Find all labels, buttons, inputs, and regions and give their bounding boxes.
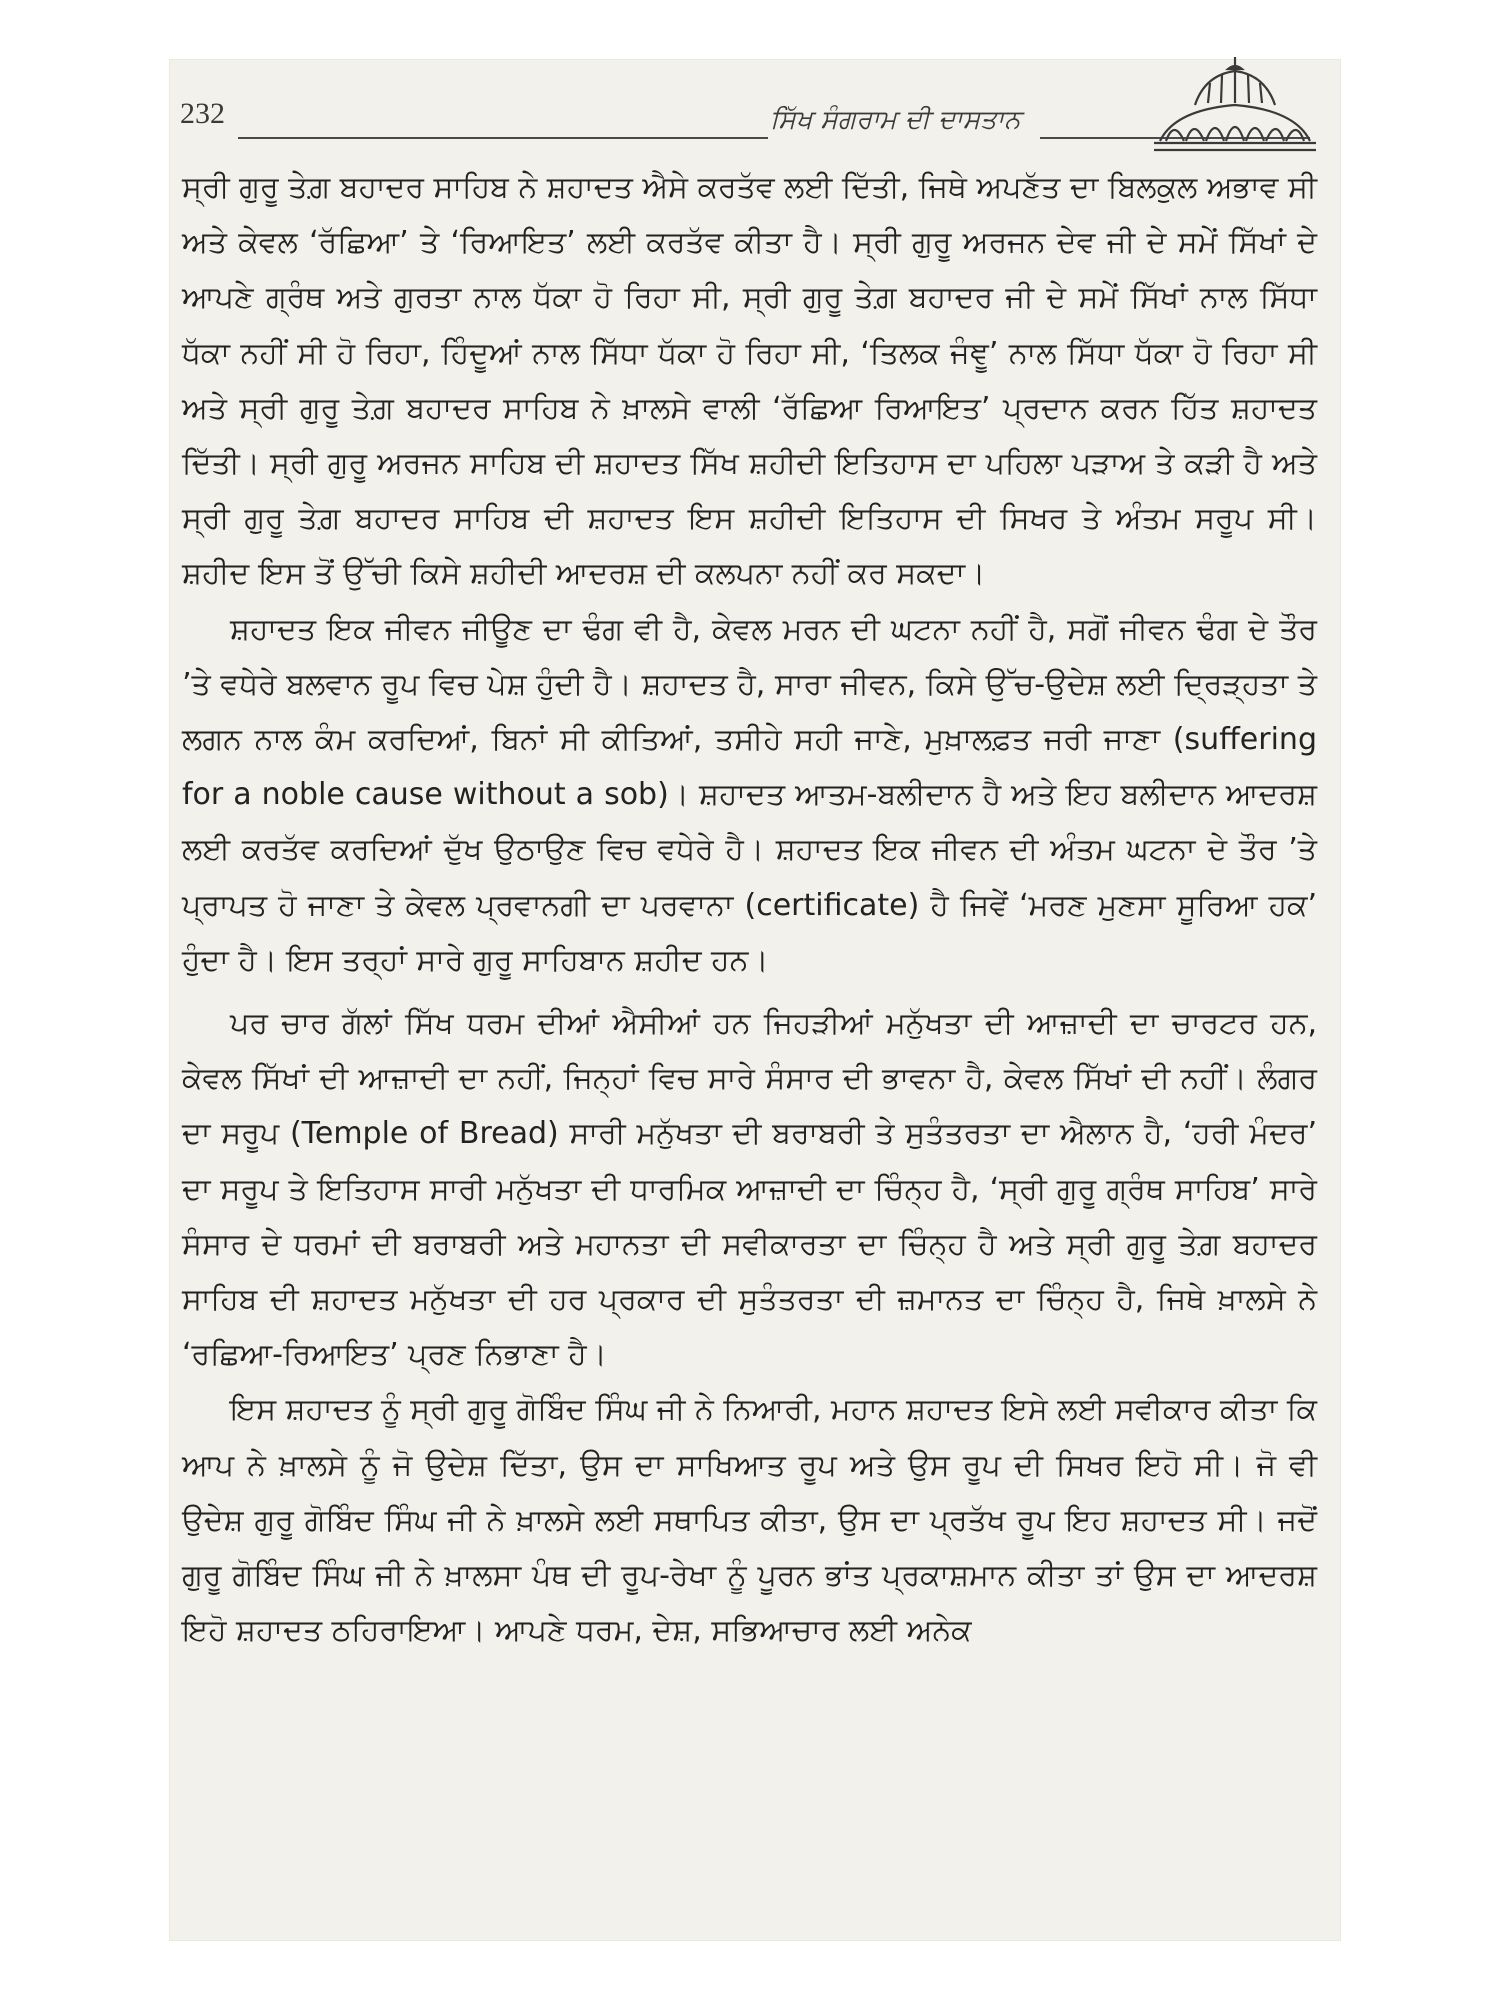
paragraph-3: ਪਰ ਚਾਰ ਗੱਲਾਂ ਸਿੱਖ ਧਰਮ ਦੀਆਂ ਐਸੀਆਂ ਹਨ ਜਿਹੜੀਆਂ ਮਨੁੱਖਤਾ ਦੀ ਆਜ਼ਾਦੀ ਦਾ ਚਾਰਟਰ ਹਨ, ਕੇਵਲ ਸਿੱਖਾਂ ਦੀ ਆਜ਼ਾਦੀ ਦਾ ਨਹੀਂ, ਜਿਨ੍ਹਾਂ ਵਿਚ ਸਾਰੇ ਸੰਸਾਰ ਦੀ ਭਾਵਨਾ ਹੈ, ਕੇਵਲ ਸਿੱਖਾਂ ਦੀ ਨਹੀਂ। ਲੰਗਰ ਦਾ ਸਰੂਪ (Temple of Bread) ਸਾਰੀ ਮਨੁੱਖਤਾ ਦੀ ਬਰਾਬਰੀ ਤੇ ਸੁਤੰਤਰਤਾ ਦਾ ਐਲਾਨ ਹੈ, ‘ਹਰੀ ਮੰਦਰ’ ਦਾ ਸਰੂਪ ਤੇ ਇਤਿਹਾਸ ਸਾਰੀ ਮਨੁੱਖਤਾ ਦੀ ਧਾਰਮਿਕ ਆਜ਼ਾਦੀ ਦਾ ਚਿੰਨ੍ਹ ਹੈ, ‘ਸ੍ਰੀ ਗੁਰੂ ਗ੍ਰੰਥ ਸਾਹਿਬ’ ਸਾਰੇ ਸੰਸਾਰ ਦੇ ਧਰਮਾਂ ਦੀ ਬਰਾਬਰੀ ਅਤੇ ਮਹਾਨਤਾ ਦੀ ਸਵੀਕਾਰਤਾ ਦਾ ਚਿੰਨ੍ਹ ਹੈ ਅਤੇ ਸ੍ਰੀ ਗੁਰੂ ਤੇਗ਼ ਬਹਾਦਰ ਸਾਹਿਬ ਦੀ ਸ਼ਹਾਦਤ ਮਨੁੱਖਤਾ ਦੀ ਹਰ ਪ੍ਰਕਾਰ ਦੀ ਸੁਤੰਤਰਤਾ ਦੀ ਜ਼ਮਾਨਤ ਦਾ ਚਿੰਨ੍ਹ ਹੈ, ਜਿਥੇ ਖ਼ਾਲਸੇ ਨੇ ‘ਰਛਿਆ-ਰਿਆਇਤ’ ਪ੍ਰਣ ਨਿਭਾਣਾ ਹੈ। [182,1006,1317,1373]
paragraph-4: ਇਸ ਸ਼ਹਾਦਤ ਨੂੰ ਸ੍ਰੀ ਗੁਰੂ ਗੋਬਿੰਦ ਸਿੰਘ ਜੀ ਨੇ ਨਿਆਰੀ, ਮਹਾਨ ਸ਼ਹਾਦਤ ਇਸੇ ਲਈ ਸਵੀਕਾਰ ਕੀਤਾ ਕਿ ਆਪ ਨੇ ਖ਼ਾਲਸੇ ਨੂੰ ਜੋ ਉਦੇਸ਼ ਦਿੱਤਾ, ਉਸ ਦਾ ਸਾਖਿਆਤ ਰੂਪ ਅਤੇ ਉਸ ਰੂਪ ਦੀ ਸਿਖਰ ਇਹੋ ਸੀ। ਜੋ ਵੀ ਉਦੇਸ਼ ਗੁਰੂ ਗੋਬਿੰਦ ਸਿੰਘ ਜੀ ਨੇ ਖ਼ਾਲਸੇ ਲਈ ਸਥਾਪਿਤ ਕੀਤਾ, ਉਸ ਦਾ ਪ੍ਰਤੱਖ ਰੂਪ ਇਹ ਸ਼ਹਾਦਤ ਸੀ। ਜਦੋਂ ਗੁਰੂ ਗੋਬਿੰਦ ਸਿੰਘ ਜੀ ਨੇ ਖ਼ਾਲਸਾ ਪੰਥ ਦੀ ਰੂਪ-ਰੇਖਾ ਨੂੰ ਪੂਰਨ ਭਾਂਤ ਪ੍ਰਕਾਸ਼ਮਾਨ ਕੀਤਾ ਤਾਂ ਉਸ ਦਾ ਆਦਰਸ਼ ਇਹੋ ਸ਼ਹਾਦਤ ਠਹਿਰਾਇਆ। ਆਪਣੇ ਧਰਮ, ਦੇਸ਼, ਸਭਿਆਚਾਰ ਲਈ ਅਨੇਕ [182,1392,1317,1649]
header-rule-left [238,137,768,139]
body-text [182,160,1317,1658]
page-header [180,95,1190,145]
paragraph-1: ਸ੍ਰੀ ਗੁਰੂ ਤੇਗ਼ ਬਹਾਦਰ ਸਾਹਿਬ ਨੇ ਸ਼ਹਾਦਤ ਐਸੇ ਕਰਤੱਵ ਲਈ ਦਿੱਤੀ, ਜਿਥੇ ਅਪਣੱਤ ਦਾ ਬਿਲਕੁਲ ਅਭਾਵ ਸੀ ਅਤੇ ਕੇਵਲ ‘ਰੱਛਿਆ’ ਤੇ ‘ਰਿਆਇਤ’ ਲਈ ਕਰਤੱਵ ਕੀਤਾ ਹੈ। ਸ੍ਰੀ ਗੁਰੂ ਅਰਜਨ ਦੇਵ ਜੀ ਦੇ ਸਮੇਂ ਸਿੱਖਾਂ ਦੇ ਆਪਣੇ ਗ੍ਰੰਥ ਅਤੇ ਗੁਰਤਾ ਨਾਲ ਧੱਕਾ ਹੋ ਰਿਹਾ ਸੀ, ਸ੍ਰੀ ਗੁਰੂ ਤੇਗ਼ ਬਹਾਦਰ ਜੀ ਦੇ ਸਮੇਂ ਸਿੱਖਾਂ ਨਾਲ ਸਿੱਧਾ ਧੱਕਾ ਨਹੀਂ ਸੀ ਹੋ ਰਿਹਾ, ਹਿੰਦੂਆਂ ਨਾਲ ਸਿੱਧਾ ਧੱਕਾ ਹੋ ਰਿਹਾ ਸੀ, ‘ਤਿਲਕ ਜੰਞੂ’ ਨਾਲ ਸਿੱਧਾ ਧੱਕਾ ਹੋ ਰਿਹਾ ਸੀ ਅਤੇ ਸ੍ਰੀ ਗੁਰੂ ਤੇਗ਼ ਬਹਾਦਰ ਸਾਹਿਬ ਨੇ ਖ਼ਾਲਸੇ ਵਾਲੀ ‘ਰੱਛਿਆ ਰਿਆਇਤ’ ਪ੍ਰਦਾਨ ਕਰਨ ਹਿੱਤ ਸ਼ਹਾਦਤ ਦਿੱਤੀ। ਸ੍ਰੀ ਗੁਰੂ ਅਰਜਨ ਸਾਹਿਬ ਦੀ ਸ਼ਹਾਦਤ ਸਿੱਖ ਸ਼ਹੀਦੀ ਇਤਿਹਾਸ ਦਾ ਪਹਿਲਾ ਪੜਾਅ ਤੇ ਕੜੀ ਹੈ ਅਤੇ ਸ੍ਰੀ ਗੁਰੂ ਤੇਗ਼ ਬਹਾਦਰ ਸਾਹਿਬ ਦੀ ਸ਼ਹਾਦਤ ਇਸ ਸ਼ਹੀਦੀ ਇਤਿਹਾਸ ਦੀ ਸਿਖਰ ਤੇ ਅੰਤਮ ਸਰੂਪ ਸੀ। ਸ਼ਹੀਦ ਇਸ ਤੋਂ ਉੱਚੀ ਕਿਸੇ ਸ਼ਹੀਦੀ ਆਦਰਸ਼ ਦੀ ਕਲਪਨਾ ਨਹੀਂ ਕਰ ਸਕਦਾ। [182,170,1317,592]
page-number: 232 [180,97,225,130]
running-title: ਸਿੱਖ ਸੰਗਰਾਮ ਦੀ ਦਾਸਤਾਨ [770,105,1021,135]
paragraph-2: ਸ਼ਹਾਦਤ ਇਕ ਜੀਵਨ ਜੀਊਣ ਦਾ ਢੰਗ ਵੀ ਹੈ, ਕੇਵਲ ਮਰਨ ਦੀ ਘਟਨਾ ਨਹੀਂ ਹੈ, ਸਗੋਂ ਜੀਵਨ ਢੰਗ ਦੇ ਤੌਰ ’ਤੇ ਵਧੇਰੇ ਬਲਵਾਨ ਰੂਪ ਵਿਚ ਪੇਸ਼ ਹੁੰਦੀ ਹੈ। ਸ਼ਹਾਦਤ ਹੈ, ਸਾਰਾ ਜੀਵਨ, ਕਿਸੇ ਉੱਚ-ਉਦੇਸ਼ ਲਈ ਦ੍ਰਿੜ੍ਹਤਾ ਤੇ ਲਗਨ ਨਾਲ ਕੰਮ ਕਰਦਿਆਂ, ਬਿਨਾਂ ਸੀ ਕੀਤਿਆਂ, ਤਸੀਹੇ ਸਹੀ ਜਾਣੇ, ਮੁਖ਼ਾਲਫ਼ਤ ਜਰੀ ਜਾਣਾ (suffering for a noble cause without a sob)। ਸ਼ਹਾਦਤ ਆਤਮ-ਬਲੀਦਾਨ ਹੈ ਅਤੇ ਇਹ ਬਲੀਦਾਨ ਆਦਰਸ਼ ਲਈ ਕਰਤੱਵ ਕਰਦਿਆਂ ਦੁੱਖ ਉਠਾਉਣ ਵਿਚ ਵਧੇਰੇ ਹੈ। ਸ਼ਹਾਦਤ ਇਕ ਜੀਵਨ ਦੀ ਅੰਤਮ ਘਟਨਾ ਦੇ ਤੌਰ ’ਤੇ ਪ੍ਰਾਪਤ ਹੋ ਜਾਣਾ ਤੇ ਕੇਵਲ ਪ੍ਰਵਾਨਗੀ ਦਾ ਪਰਵਾਨਾ (certificate) ਹੈ ਜਿਵੇਂ ‘ਮਰਣ ਮੁਣਸਾ ਸੂਰਿਆ ਹਕ’ ਹੁੰਦਾ ਹੈ। ਇਸ ਤਰ੍ਹਾਂ ਸਾਰੇ ਗੁਰੂ ਸਾਹਿਬਾਨ ਸ਼ਹੀਦ ਹਨ। [182,611,1317,978]
dome-icon [1150,55,1320,155]
